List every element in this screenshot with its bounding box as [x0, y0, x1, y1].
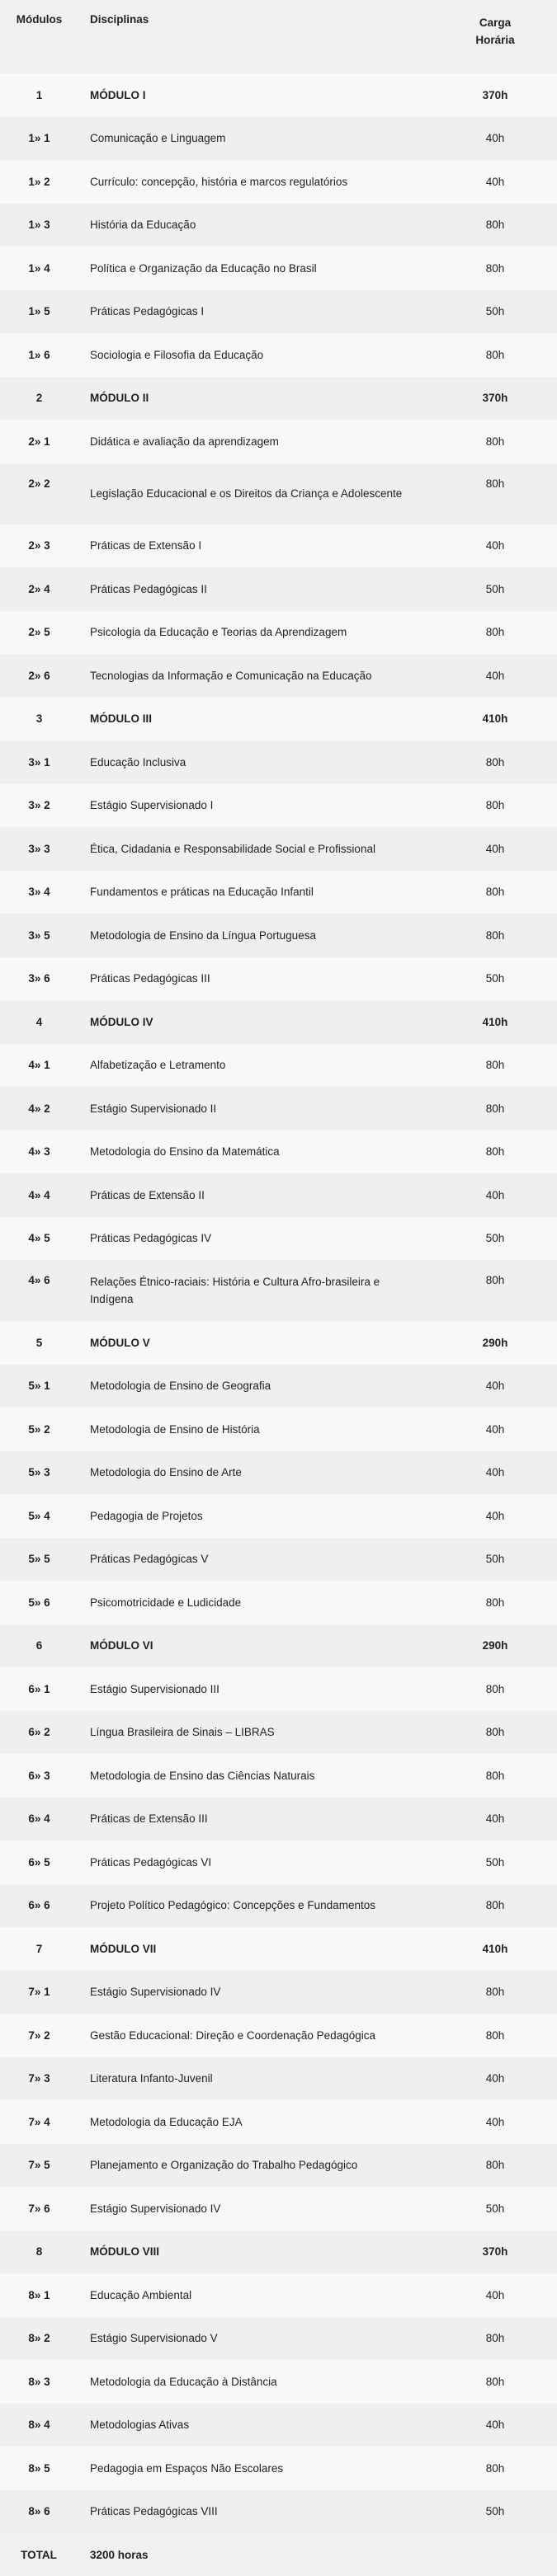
hours-cell: 40h: [433, 2057, 557, 2101]
module-code-cell: 5» 5: [0, 1538, 78, 1582]
hours-cell: 40h: [433, 1173, 557, 1217]
discipline-cell: Metodologia do Ensino de Arte: [78, 1451, 433, 1495]
module-code-cell: 2» 2: [0, 463, 78, 524]
discipline-cell: Práticas Pedagógicas I: [78, 290, 433, 334]
hours-cell: 50h: [433, 290, 557, 334]
discipline-cell: Metodologia de Ensino da Língua Portuguesa: [78, 914, 433, 957]
table-row: [0, 2187, 557, 2230]
module-code-cell: 8» 5: [0, 2447, 78, 2490]
discipline-cell: Estágio Supervisionado IV: [78, 1971, 433, 2014]
discipline-cell: Metodologias Ativas: [78, 2404, 433, 2447]
discipline-cell: Educação Inclusiva: [78, 740, 433, 784]
hours-cell: 80h: [433, 2317, 557, 2361]
module-code-cell: 4» 6: [0, 1260, 78, 1321]
hours-cell: 40h: [433, 1798, 557, 1841]
total-empty-cell: [433, 2533, 557, 2576]
hours-cell: 40h: [433, 524, 557, 568]
table-body: [0, 73, 557, 2533]
table-row: [0, 1798, 557, 1841]
module-code-cell: 4» 4: [0, 1173, 78, 1217]
table-row: [0, 2100, 557, 2144]
table-row: [0, 654, 557, 698]
hours-cell: 80h: [433, 1260, 557, 1321]
table-row: [0, 204, 557, 247]
module-code-cell: 1» 6: [0, 333, 78, 377]
discipline-cell: Metodologia de Ensino das Ciências Naturais: [78, 1754, 433, 1798]
discipline-cell: Práticas Pedagógicas II: [78, 567, 433, 611]
table-row: [0, 1581, 557, 1624]
discipline-cell: MÓDULO VII: [78, 1927, 433, 1971]
header-carga-horaria: [433, 0, 557, 73]
module-code-cell: 7» 2: [0, 2014, 78, 2057]
table-row: [0, 1667, 557, 1711]
module-code-cell: 5: [0, 1321, 78, 1365]
table-row: [0, 1538, 557, 1582]
table-row: [0, 1494, 557, 1538]
discipline-cell: Práticas Pedagógicas III: [78, 957, 433, 1001]
table-row: [0, 160, 557, 204]
discipline-cell: Estágio Supervisionado IV: [78, 2187, 433, 2230]
discipline-cell: Metodologia de Ensino de Geografia: [78, 1365, 433, 1408]
module-code-cell: 2: [0, 377, 78, 421]
module-code-cell: 8» 4: [0, 2404, 78, 2447]
discipline-cell: Estágio Supervisionado V: [78, 2317, 433, 2361]
module-code-cell: 3» 4: [0, 871, 78, 914]
table-row: [0, 2317, 557, 2361]
discipline-cell: Alfabetização e Letramento: [78, 1044, 433, 1088]
module-code-cell: 6» 6: [0, 1884, 78, 1928]
discipline-cell: Legislação Educacional e os Direitos da Criança e Adolescente: [78, 463, 433, 524]
module-code-cell: 7» 1: [0, 1971, 78, 2014]
table-row: [0, 2144, 557, 2188]
table-footer: [0, 2533, 557, 2576]
module-code-cell: 8» 1: [0, 2273, 78, 2317]
hours-cell: 40h: [433, 654, 557, 698]
discipline-cell: Literatura Infanto-Juvenil: [78, 2057, 433, 2101]
hours-cell: 80h: [433, 2014, 557, 2057]
discipline-cell: Projeto Político Pedagógico: Concepções e Fundamentos: [78, 1884, 433, 1928]
module-code-cell: 6: [0, 1624, 78, 1668]
hours-cell: 80h: [433, 871, 557, 914]
discipline-cell: Estágio Supervisionado I: [78, 784, 433, 828]
table-row: [0, 2490, 557, 2534]
module-row: [0, 377, 557, 421]
module-code-cell: 7» 4: [0, 2100, 78, 2144]
module-row: [0, 73, 557, 117]
hours-cell: 80h: [433, 1087, 557, 1131]
table-row: [0, 1044, 557, 1088]
module-code-cell: 4» 1: [0, 1044, 78, 1088]
module-code-cell: 7» 3: [0, 2057, 78, 2101]
table-row: [0, 117, 557, 161]
table-row: [0, 914, 557, 957]
header-row: [0, 0, 557, 73]
header-disciplinas: Disciplinas: [78, 0, 433, 73]
header-horaria: Horária: [475, 34, 515, 46]
table-row: [0, 871, 557, 914]
hours-cell: 50h: [433, 1217, 557, 1261]
module-code-cell: 1: [0, 73, 78, 117]
hours-cell: 40h: [433, 1408, 557, 1451]
discipline-cell: Sociologia e Filosofia da Educação: [78, 333, 433, 377]
hours-cell: 50h: [433, 957, 557, 1001]
hours-cell: 40h: [433, 1365, 557, 1408]
hours-cell: 370h: [433, 377, 557, 421]
discipline-cell: História da Educação: [78, 204, 433, 247]
hours-cell: 80h: [433, 204, 557, 247]
discipline-cell: Psicologia da Educação e Teorias da Aprendizagem: [78, 611, 433, 655]
table-row: [0, 2014, 557, 2057]
module-code-cell: 7: [0, 1927, 78, 1971]
discipline-cell: MÓDULO IV: [78, 1000, 433, 1044]
hours-cell: 50h: [433, 2187, 557, 2230]
hours-cell: 80h: [433, 611, 557, 655]
module-code-cell: 2» 3: [0, 524, 78, 568]
table-row: [0, 247, 557, 290]
module-code-cell: 5» 6: [0, 1581, 78, 1624]
discipline-cell: Metodologia de Ensino de História: [78, 1408, 433, 1451]
discipline-cell: Metodologia da Educação à Distância: [78, 2360, 433, 2404]
hours-cell: 370h: [433, 73, 557, 117]
module-code-cell: 1» 4: [0, 247, 78, 290]
module-code-cell: 2» 5: [0, 611, 78, 655]
module-code-cell: 8: [0, 2230, 78, 2274]
hours-cell: 80h: [433, 740, 557, 784]
module-code-cell: 3» 2: [0, 784, 78, 828]
discipline-cell: Práticas Pedagógicas V: [78, 1538, 433, 1582]
discipline-cell: Pedagogia em Espaços Não Escolares: [78, 2447, 433, 2490]
discipline-cell: Tecnologias da Informação e Comunicação na Educação: [78, 654, 433, 698]
hours-cell: 80h: [433, 914, 557, 957]
hours-cell: 410h: [433, 1000, 557, 1044]
module-row: [0, 1624, 557, 1668]
hours-cell: 80h: [433, 463, 557, 524]
module-code-cell: 8» 6: [0, 2490, 78, 2534]
discipline-cell: MÓDULO VI: [78, 1624, 433, 1668]
table-row: [0, 1131, 557, 1174]
module-code-cell: 6» 3: [0, 1754, 78, 1798]
hours-cell: 80h: [433, 1581, 557, 1624]
hours-cell: 80h: [433, 1884, 557, 1928]
module-code-cell: 8» 2: [0, 2317, 78, 2361]
module-row: [0, 698, 557, 741]
table-row: [0, 1884, 557, 1928]
module-code-cell: 1» 3: [0, 204, 78, 247]
table-row: [0, 1408, 557, 1451]
table-row: [0, 827, 557, 871]
module-code-cell: 5» 2: [0, 1408, 78, 1451]
module-code-cell: 6» 5: [0, 1840, 78, 1884]
hours-cell: 290h: [433, 1321, 557, 1365]
discipline-cell: Ética, Cidadania e Responsabilidade Social e Profissional: [78, 827, 433, 871]
module-code-cell: 7» 6: [0, 2187, 78, 2230]
hours-cell: 290h: [433, 1624, 557, 1668]
hours-cell: 40h: [433, 827, 557, 871]
module-code-cell: 5» 4: [0, 1494, 78, 1538]
hours-cell: 50h: [433, 567, 557, 611]
table-row: [0, 1451, 557, 1495]
module-code-cell: 5» 1: [0, 1365, 78, 1408]
discipline-cell: Pedagogia de Projetos: [78, 1494, 433, 1538]
hours-cell: 40h: [433, 160, 557, 204]
discipline-cell: Práticas Pedagógicas VIII: [78, 2490, 433, 2534]
discipline-cell: MÓDULO I: [78, 73, 433, 117]
discipline-cell: Estágio Supervisionado II: [78, 1087, 433, 1131]
discipline-cell: Psicomotricidade e Ludicidade: [78, 1581, 433, 1624]
table-row: [0, 1754, 557, 1798]
table-row: [0, 1173, 557, 1217]
discipline-cell: MÓDULO II: [78, 377, 433, 421]
table-row: [0, 1711, 557, 1755]
discipline-cell: Práticas de Extensão I: [78, 524, 433, 568]
module-code-cell: 6» 2: [0, 1711, 78, 1755]
module-code-cell: 3» 3: [0, 827, 78, 871]
discipline-cell: Metodologia do Ensino da Matemática: [78, 1131, 433, 1174]
hours-cell: 80h: [433, 1754, 557, 1798]
header-carga: Carga: [479, 16, 512, 29]
hours-cell: 80h: [433, 333, 557, 377]
total-row: [0, 2533, 557, 2576]
table-row: [0, 2360, 557, 2404]
module-code-cell: 4: [0, 1000, 78, 1044]
hours-cell: 40h: [433, 1494, 557, 1538]
module-code-cell: 1» 2: [0, 160, 78, 204]
table-row: [0, 2273, 557, 2317]
discipline-cell: MÓDULO VIII: [78, 2230, 433, 2274]
module-code-cell: 6» 1: [0, 1667, 78, 1711]
table-row: [0, 740, 557, 784]
discipline-cell: Práticas de Extensão III: [78, 1798, 433, 1841]
module-code-cell: 3» 6: [0, 957, 78, 1001]
module-row: [0, 1321, 557, 1365]
discipline-cell: MÓDULO III: [78, 698, 433, 741]
hours-cell: 410h: [433, 698, 557, 741]
hours-cell: 50h: [433, 1840, 557, 1884]
hours-cell: 370h: [433, 2230, 557, 2274]
hours-cell: 80h: [433, 1971, 557, 2014]
discipline-cell: Metodologia da Educação EJA: [78, 2100, 433, 2144]
table-row: [0, 333, 557, 377]
hours-cell: 40h: [433, 2100, 557, 2144]
module-row: [0, 1000, 557, 1044]
discipline-cell: Práticas de Extensão II: [78, 1173, 433, 1217]
discipline-cell: Política e Organização da Educação no Brasil: [78, 247, 433, 290]
header-modulos: Módulos: [0, 0, 78, 73]
hours-cell: 40h: [433, 1451, 557, 1495]
table-row: [0, 1971, 557, 2014]
module-code-cell: 6» 4: [0, 1798, 78, 1841]
hours-cell: 80h: [433, 1667, 557, 1711]
module-code-cell: 2» 1: [0, 420, 78, 463]
discipline-cell: Estágio Supervisionado III: [78, 1667, 433, 1711]
module-code-cell: 1» 1: [0, 117, 78, 161]
hours-cell: 80h: [433, 1131, 557, 1174]
discipline-cell: Fundamentos e práticas na Educação Infantil: [78, 871, 433, 914]
discipline-cell: Práticas Pedagógicas IV: [78, 1217, 433, 1261]
hours-cell: 80h: [433, 420, 557, 463]
table-row: [0, 420, 557, 463]
hours-cell: 40h: [433, 117, 557, 161]
hours-cell: 40h: [433, 2273, 557, 2317]
discipline-cell: Educação Ambiental: [78, 2273, 433, 2317]
hours-cell: 80h: [433, 2360, 557, 2404]
total-value: 3200 horas: [78, 2533, 433, 2576]
table-row: [0, 290, 557, 334]
module-code-cell: 8» 3: [0, 2360, 78, 2404]
discipline-cell: Currículo: concepção, história e marcos regulatórios: [78, 160, 433, 204]
hours-cell: 80h: [433, 247, 557, 290]
table-row: [0, 2404, 557, 2447]
module-code-cell: 4» 5: [0, 1217, 78, 1261]
discipline-cell: MÓDULO V: [78, 1321, 433, 1365]
hours-cell: 80h: [433, 784, 557, 828]
hours-cell: 80h: [433, 1711, 557, 1755]
table-row: [0, 2057, 557, 2101]
module-code-cell: 2» 4: [0, 567, 78, 611]
discipline-cell: Relações Étnico-raciais: História e Cultura Afro-brasileira e Indígena: [78, 1260, 433, 1321]
table-row: [0, 1365, 557, 1408]
hours-cell: 50h: [433, 2490, 557, 2534]
discipline-cell: Língua Brasileira de Sinais – LIBRAS: [78, 1711, 433, 1755]
table-row: [0, 2447, 557, 2490]
module-row: [0, 2230, 557, 2274]
module-code-cell: 5» 3: [0, 1451, 78, 1495]
discipline-cell: Comunicação e Linguagem: [78, 117, 433, 161]
module-code-cell: 3» 1: [0, 740, 78, 784]
table-header: [0, 0, 557, 73]
table-row: [0, 1217, 557, 1261]
discipline-cell: Planejamento e Organização do Trabalho Pedagógico: [78, 2144, 433, 2188]
hours-cell: 80h: [433, 2144, 557, 2188]
hours-cell: 80h: [433, 1044, 557, 1088]
total-label: TOTAL: [0, 2533, 78, 2576]
module-code-cell: 2» 6: [0, 654, 78, 698]
table-row: [0, 611, 557, 655]
table-row: [0, 1087, 557, 1131]
module-code-cell: 4» 3: [0, 1131, 78, 1174]
table-row: [0, 1840, 557, 1884]
table-row: [0, 784, 557, 828]
module-code-cell: 1» 5: [0, 290, 78, 334]
hours-cell: 40h: [433, 2404, 557, 2447]
hours-cell: 80h: [433, 2447, 557, 2490]
table-row: [0, 957, 557, 1001]
hours-cell: 50h: [433, 1538, 557, 1582]
discipline-cell: Gestão Educacional: Direção e Coordenação Pedagógica: [78, 2014, 433, 2057]
module-code-cell: 4» 2: [0, 1087, 78, 1131]
table-row: [0, 1260, 557, 1321]
module-row: [0, 1927, 557, 1971]
hours-cell: 410h: [433, 1927, 557, 1971]
module-code-cell: 3: [0, 698, 78, 741]
table-row: [0, 463, 557, 524]
table-row: [0, 567, 557, 611]
module-code-cell: 3» 5: [0, 914, 78, 957]
discipline-cell: Práticas Pedagógicas VI: [78, 1840, 433, 1884]
discipline-cell: Didática e avaliação da aprendizagem: [78, 420, 433, 463]
table-row: [0, 524, 557, 568]
module-code-cell: 7» 5: [0, 2144, 78, 2188]
